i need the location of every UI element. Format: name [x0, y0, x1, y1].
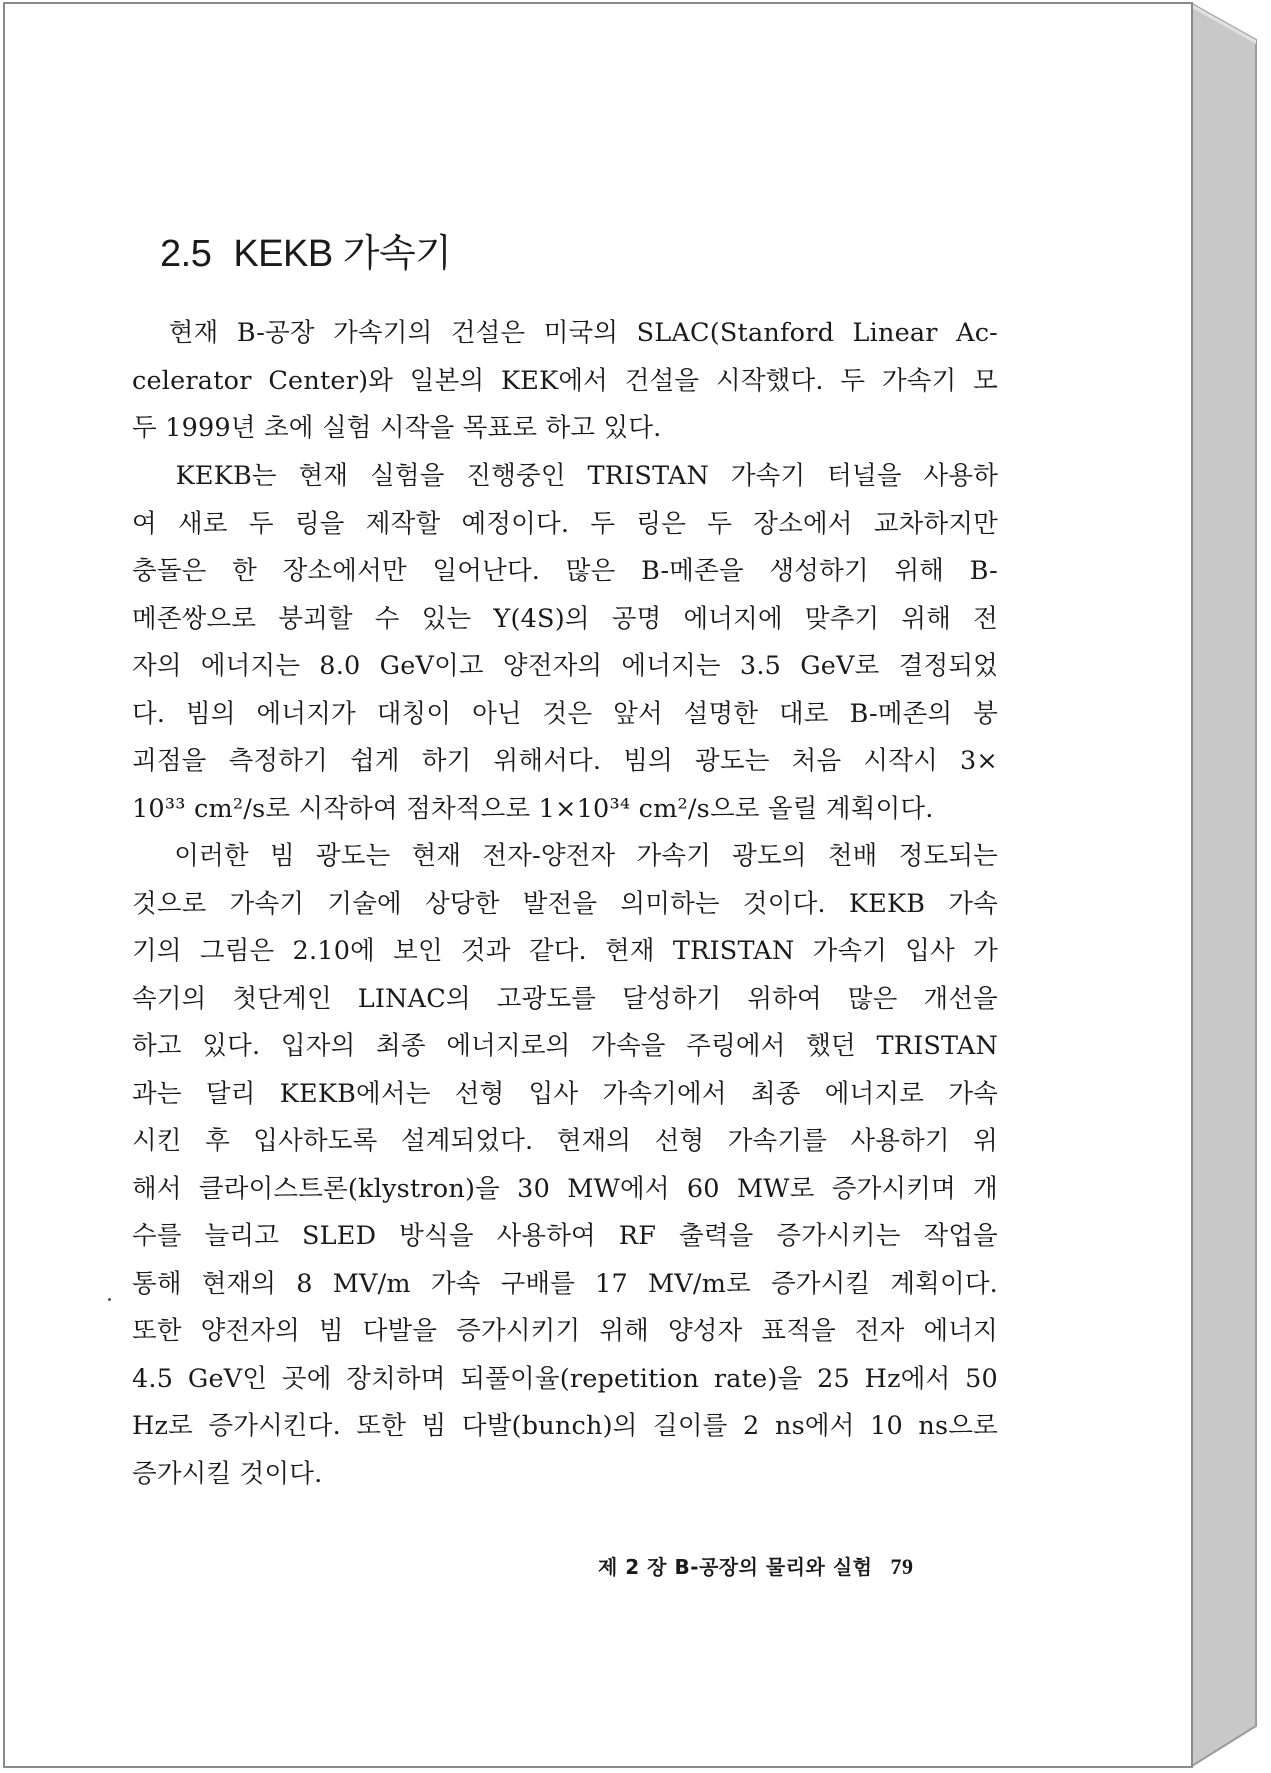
print-speck	[108, 1298, 111, 1301]
paragraph-line: 수를 늘리고 SLED 방식을 사용하여 RF 출력을 증가시키는 작업을	[132, 1221, 998, 1251]
page-number: 79	[890, 1554, 914, 1579]
paragraph-line: 자의 에너지는 8.0 GeV이고 양전자의 에너지는 3.5 GeV로 결정되었	[132, 651, 998, 681]
paragraph-line: 충돌은 한 장소에서만 일어난다. 많은 B-메존을 생성하기 위해 B-	[132, 556, 998, 586]
paragraph-line: 여 새로 두 링을 제작할 예정이다. 두 링은 두 장소에서 교차하지만	[132, 508, 998, 539]
paragraph-line: 메존쌍으로 붕괴할 수 있는 Υ(4S)의 공명 에너지에 맞추기 위해 전	[132, 603, 998, 634]
paragraph-line: 해서 클라이스트론(klystron)을 30 MW에서 60 MW로 증가시키며 개	[132, 1173, 998, 1204]
paragraph-3	[132, 833, 998, 1498]
paragraph-line: 10³³ cm²/s로 시작하여 점차적으로 1×10³⁴ cm²/s으로 올릴 계획이다.	[132, 793, 934, 824]
section-number: 2.5	[160, 233, 212, 275]
paragraph-line: 두 1999년 초에 실험 시작을 목표로 하고 있다.	[132, 413, 662, 443]
paragraph-line: 기의 그림은 2.10에 보인 것과 같다. 현재 TRISTAN 가속기 입사 가	[132, 936, 998, 966]
section-title	[160, 222, 451, 277]
paragraph-2	[132, 453, 998, 833]
footer-chapter: 제 2 장 B-공장의 물리와 실험	[598, 1555, 873, 1579]
paragraph-line: 4.5 GeV인 곳에 장치하며 되풀이율(repetition rate)을 25 Hz에서 50	[132, 1363, 998, 1394]
paragraph-line: Hz로 증가시킨다. 또한 빔 다발(bunch)의 길이를 2 ns에서 10 ns으로	[132, 1411, 998, 1441]
paragraph-line: 것으로 가속기 기술에 상당한 발전을 의미하는 것이다. KEKB 가속	[132, 888, 998, 919]
running-footer	[598, 1551, 913, 1580]
section-heading: KEKB 가속기	[233, 233, 452, 275]
paragraph-line: 통해 현재의 8 MV/m 가속 구배를 17 MV/m로 증가시킬 계획이다.	[132, 1268, 998, 1299]
paragraph-line: 이러한 빔 광도는 현재 전자-양전자 가속기 광도의 천배 정도되는	[132, 841, 998, 871]
paragraph-line: 현재 B-공장 가속기의 건설은 미국의 SLAC(Stanford Linear Ac-	[132, 318, 998, 348]
paragraph-line: KEKB는 현재 실험을 진행중인 TRISTAN 가속기 터널을 사용하	[132, 461, 998, 491]
paragraph-line: 다. 빔의 에너지가 대칭이 아닌 것은 앞서 설명한 대로 B-메존의 붕	[132, 698, 998, 729]
paragraph-line: celerator Center)와 일본의 KEK에서 건설을 시작했다. 두 가속기 모	[132, 365, 998, 396]
paragraph-line: 과는 달리 KEKB에서는 선형 입사 가속기에서 최종 에너지로 가속	[132, 1078, 998, 1109]
paragraph-line: 속기의 첫단계인 LINAC의 고광도를 달성하기 위하여 많은 개선을	[132, 983, 998, 1014]
paragraph-line: 또한 양전자의 빔 다발을 증가시키기 위해 양성자 표적을 전자 에너지	[132, 1316, 998, 1346]
paragraph-line: 괴점을 측정하기 쉽게 하기 위해서다. 빔의 광도는 처음 시작시 3×	[132, 746, 998, 776]
paragraph-1	[132, 310, 998, 453]
paragraph-line: 증가시킬 것이다.	[132, 1458, 323, 1489]
paragraph-line: 시킨 후 입사하도록 설계되었다. 현재의 선형 가속기를 사용하기 위	[132, 1126, 998, 1156]
paragraph-line: 하고 있다. 입자의 최종 에너지로의 가속을 주링에서 했던 TRISTAN	[132, 1031, 998, 1061]
book-spine-side	[1192, 4, 1256, 1766]
